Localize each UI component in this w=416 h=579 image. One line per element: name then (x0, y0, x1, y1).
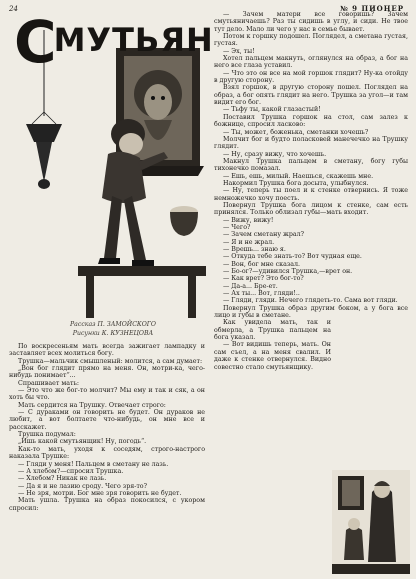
paragraph: — Ах ты... Вот, гляди!.. (223, 290, 300, 298)
page-number: 24 (9, 5, 18, 13)
paragraph: — Как врет? Это бог-то? (223, 275, 304, 283)
paragraph: — Ну, сразу вижу, что хочешь. (223, 150, 327, 158)
paragraph: — Врешь... знаю я. (223, 246, 286, 253)
paragraph: — Да я и не лазию сроду. Чего зря-то? (18, 482, 147, 490)
paragraph: По воскресеньям мать всегда зажигает лампадку и заставляет всех молиться богу. (9, 343, 205, 358)
paragraph: Накормил Трушка бога досыта, улыбнулся. (223, 179, 369, 187)
paragraph: Молчит бог и будто полаcковей манечечко на Трушку глядит. (214, 135, 408, 151)
paragraph: Спрашивает мать: (18, 379, 80, 387)
illustrator-credit: Рисунки К. КУЗНЕЦОВА (72, 329, 154, 337)
paragraph: — Вон, бог мне сказал. (223, 260, 301, 268)
paragraph: — Да-а... Бре-ет. (223, 282, 278, 290)
title-rest: МУТЬЯН (53, 21, 214, 59)
paragraph: Мать сердится на Трушку. Отвечает строго: (18, 401, 166, 409)
paragraph: — Ешь, ешь, милый. Наешься, скажешь мне. (223, 172, 374, 180)
paragraph: „Вон бог глядит прямо на меня. Он, мотри-ка, чего-нибудь понимает“... (9, 365, 205, 380)
paragraph: — Гляди у меня! Пальцем в сметану не лазь. (18, 460, 169, 468)
paragraph: Потом к горшку подошел. Поглядел, а сметана густая, густая. (214, 33, 408, 48)
paragraph: — Вижу, вижу! (223, 216, 274, 224)
credits (28, 321, 198, 338)
author-credit: Рассказ П. ЗАМОЙСКОГО (70, 321, 156, 328)
paragraph: — Зачем сметану жрал? (223, 231, 305, 239)
paragraph: Трушка—мальчик смышленый: молится, а сам думает: (18, 357, 203, 365)
paragraph: — Эх, ты! (223, 47, 255, 55)
title-initial-letter: С (14, 8, 58, 76)
paragraph: — Чего? (223, 223, 251, 231)
paragraph: — Тьфу ты, какой глазастый! (223, 106, 321, 114)
paragraph: — Ты, может, боженька, сметанки хочешь? (223, 128, 369, 136)
story-title (14, 8, 214, 76)
paragraph: — Бо-ог?—удивился Трушка,—врет он. (223, 268, 353, 276)
paragraph: — Что это он все на мой горшок глядит? Ну-ка отойду в другую сторону. (214, 69, 408, 85)
paragraph: — Не зря, мотри. Бог мне зря говорить не будет. (18, 489, 182, 497)
magazine-name: № 9 ПИОНЕР (340, 4, 404, 13)
paragraph: — А хлебом?—спросил Трушка. (18, 467, 124, 475)
paragraph: Трушка подумал: (18, 431, 76, 439)
paragraph: Как увидела мать, так и обмерла, а Трушка пальцем на бога указал. (214, 319, 331, 342)
paragraph: — Гляди, гляди. Нечего глядеть-то. Сама вот гляди. (223, 297, 398, 305)
paragraph: — Это что же бог-то молчит? Мы ему и так и сяк, а он хоть бы что. (9, 387, 205, 402)
paragraph: Взял горшок, в другую сторону пошел. Поглядел на образ, а бог опять глядит на него. Трушка за угол—и там видит его бог. (214, 84, 408, 107)
paragraph: „Ишь какой смутьянщик! Ну, погодь“. (18, 438, 147, 446)
paragraph: Поставил Трушка горшок на стол, сам залез к божнице, спросил ласково: (214, 113, 408, 129)
paragraph: Хотел пальцем макнуть, оглянулся на образ, а бог на него все глаза уставил. (214, 55, 408, 70)
paragraph: — Ну, теперь ты поел и к стенке отвернись. Я тоже немножечко хочу поесть. (214, 187, 408, 202)
illustration-wrap-space (334, 319, 408, 427)
paragraph: — Откуда тебе знать-то? Вот чудная еще. (223, 253, 362, 261)
left-column (9, 343, 205, 512)
right-column (214, 11, 408, 427)
paragraph: Повернул Трушка образ другим боком, а у бога все лицо и губы в сметане. (214, 304, 408, 320)
paragraph: — С дураками он говорить не будет. Он дураков не любит, а вот болтаете что-нибудь, он мне все и расскажет. (9, 409, 205, 431)
paragraph: Мать ушла. Трушка на образ покосился, с укором спросил: (9, 497, 205, 512)
paragraph: — Я и не жрал. (223, 238, 275, 246)
paragraph: — Зачем матери все говоришь? Зачем смутьяничаешь? Раз ты сидишь в углу, и сиди. Не твое тут дело. Мало ли чего у нас в семье бывает. (214, 11, 408, 33)
paragraph: Повернул Трушка бога лицом к стенке, сам есть принялся. Только облизал губы—мать входит. (214, 201, 408, 217)
paragraph: Макнул Трушка пальцем в сметану, богу губы тихонечко помазал. (214, 157, 408, 173)
paragraph: — Хлебом? Никак не лазь. (18, 475, 107, 483)
paragraph: Как-то мать, уходя к соседям, строго-настрого наказала Трушке: (9, 445, 205, 461)
paragraph: — Вот видишь теперь, мать. Он сам съел, а на меня свалил. И даже к стенке отвернулся. Видно совестно стало смутьянщику. (214, 341, 331, 371)
small-illustration (332, 470, 410, 574)
